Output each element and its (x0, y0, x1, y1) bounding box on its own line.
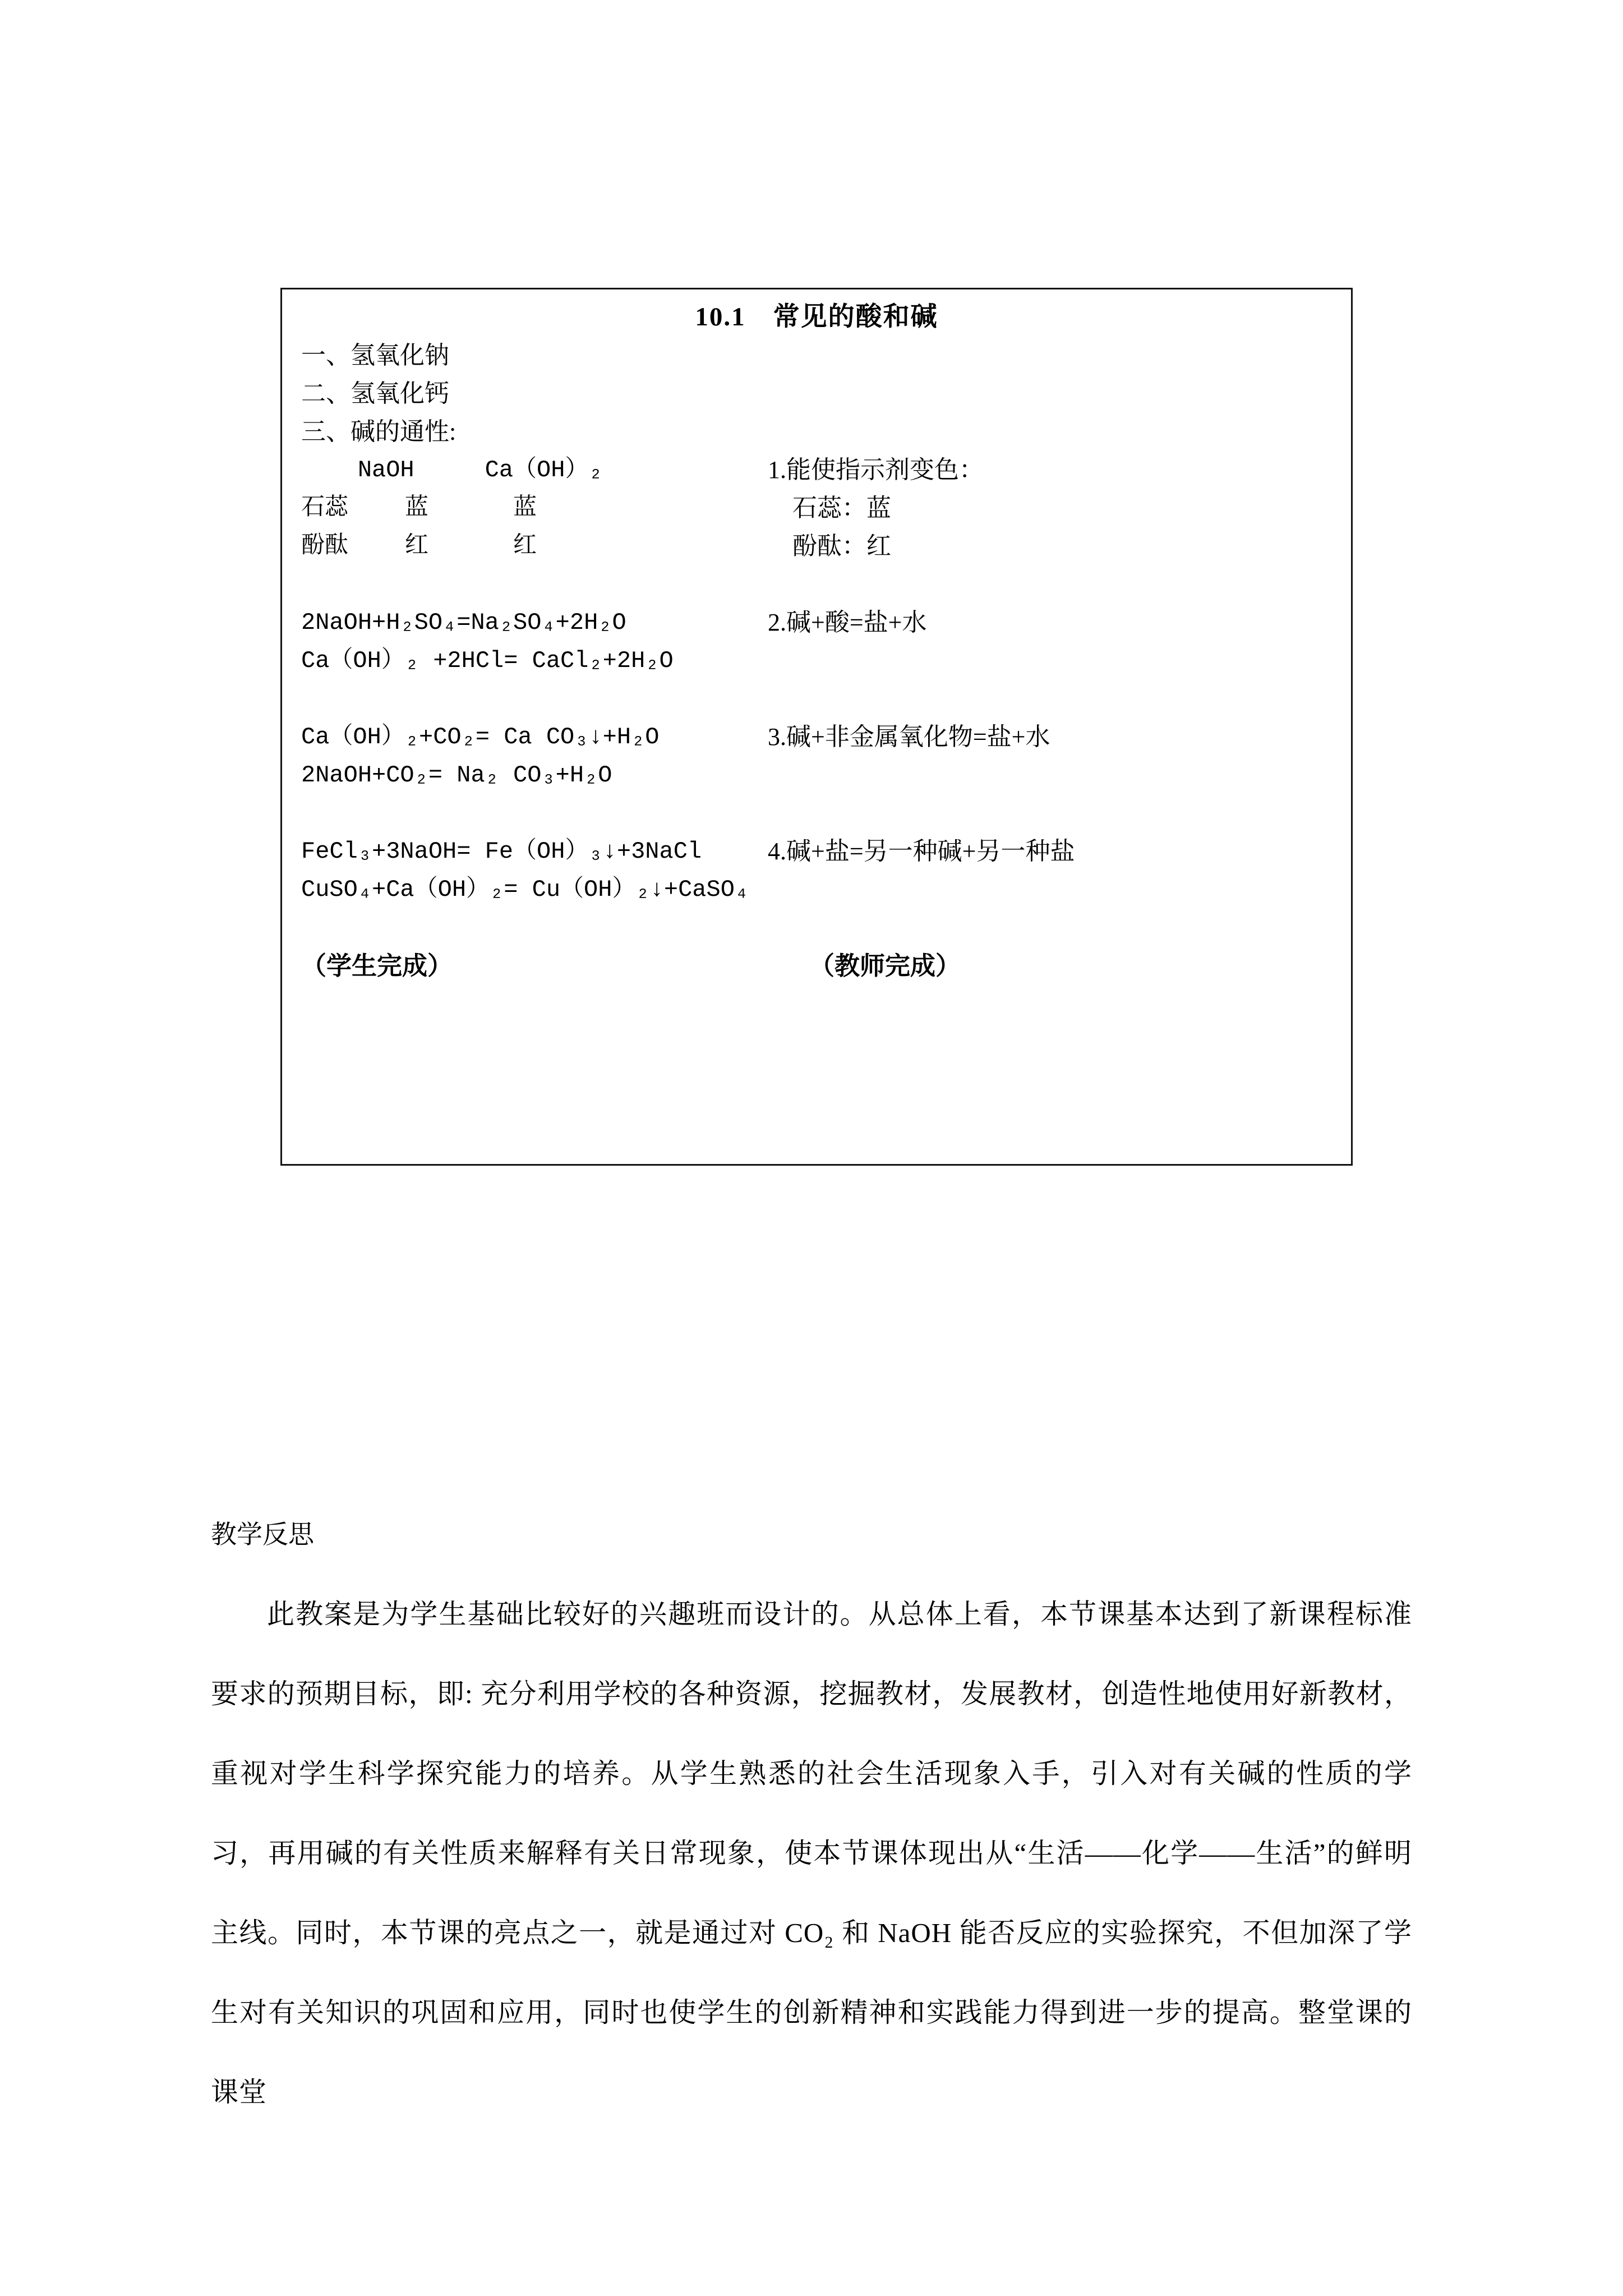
equation-cuso4-caoh2: CuSO₄+Ca（OH）₂= Cu（OH）₂↓+CaSO₄ (301, 876, 749, 903)
outline-item-caoh2: 二、氢氧化钙 (301, 380, 449, 407)
rule-label-1: 1.能使指示剂变色： (768, 456, 984, 484)
teacher-complete-label: （教师完成） (809, 952, 961, 980)
equation-row-acid-2 (301, 642, 1332, 680)
rule-label-4: 4.碱+盐=另一种碱+另一种盐 (768, 838, 1075, 865)
phenolphthalein-left: 酚酞 红 红 (301, 533, 537, 560)
equation-row-acid-1 (301, 604, 1332, 642)
spacer (768, 680, 1332, 718)
spacer (301, 794, 768, 832)
spacer-row (301, 565, 1332, 604)
equation-caoh2-hcl: Ca（OH）₂ +2HCl= CaCl₂+2H₂O (301, 647, 674, 674)
spacer (301, 909, 768, 947)
equation-row-salt-2 (301, 871, 1332, 909)
outline-item-base-properties: 三、碱的通性: (301, 418, 457, 445)
phenolphthalein-row (301, 527, 1332, 565)
spacer (301, 680, 768, 718)
equation-naoh-h2so4: 2NaOH+H₂SO₄=Na₂SO₄+2H₂O (301, 609, 626, 636)
spacer (301, 565, 768, 604)
teaching-reflection-section (211, 1495, 1412, 2132)
equation-row-salt-1 (301, 832, 1332, 871)
rule-label-2: 2.碱+酸=盐+水 (768, 609, 927, 636)
litmus-left: 石蕊 蓝 蓝 (301, 495, 537, 522)
equation-fecl3-naoh: FeCl₃+3NaOH= Fe（OH）₃↓+3NaCl (301, 838, 702, 865)
completion-row (301, 947, 1332, 985)
student-complete-label: （学生完成） (301, 952, 453, 980)
lesson-title: 10.1 常见的酸和碱 (695, 302, 938, 332)
spacer-row (301, 680, 1332, 718)
spacer (768, 794, 1332, 832)
litmus-right: 石蕊：蓝 (768, 494, 891, 522)
reflection-heading: 教学反思 (211, 1520, 314, 1549)
spacer-row (301, 794, 1332, 832)
spacer-row (301, 909, 1332, 947)
indicator-header-row (301, 451, 1332, 489)
equation-caoh2-co2: Ca（OH）₂+CO₂= Ca CO₃↓+H₂O (301, 724, 660, 751)
equation-naoh-co2: 2NaOH+CO₂= Na₂ CO₃+H₂O (301, 762, 612, 789)
lesson-summary-box (280, 288, 1353, 1166)
empty-cell (768, 871, 1332, 909)
litmus-row (301, 489, 1332, 527)
rule-label-3: 3.碱+非金属氧化物=盐+水 (768, 723, 1050, 751)
spacer (768, 909, 1332, 947)
equation-row-oxide-1 (301, 718, 1332, 756)
empty-cell (768, 642, 1332, 680)
outline-item-naoh: 一、氢氧化钠 (301, 342, 449, 369)
phenolphthalein-right: 酚酞：红 (768, 532, 891, 560)
spacer (768, 565, 1332, 604)
reflection-paragraph: 此教案是为学生基础比较好的兴趣班而设计的。从总体上看，本节课基本达到了新课程标准要求的预期目标，即: 充分利用学校的各种资源，挖掘教材，发展教材，创造性地使用好新教材，重视对学生科学探究能力的培养。从学生熟悉的社会生活现象入手，引入对有关碱的性质的学习，再用碱的有关性质来解释有关日常现象，使本节课体现出从“生活——化学——生活”的鲜明主线。同时，本节课的亮点之一，就是通过对 CO₂ 和 NaOH 能否反应的实验探究，不但加深了学生对有关知识的巩固和应用，同时也使学生的创新精神和实践能力得到进一步的提高。整堂课的课堂 (211, 1599, 1412, 2108)
empty-cell (768, 756, 1332, 794)
equation-row-oxide-2 (301, 756, 1332, 794)
indicator-header-left: NaOH Ca（OH）₂ (301, 457, 603, 484)
